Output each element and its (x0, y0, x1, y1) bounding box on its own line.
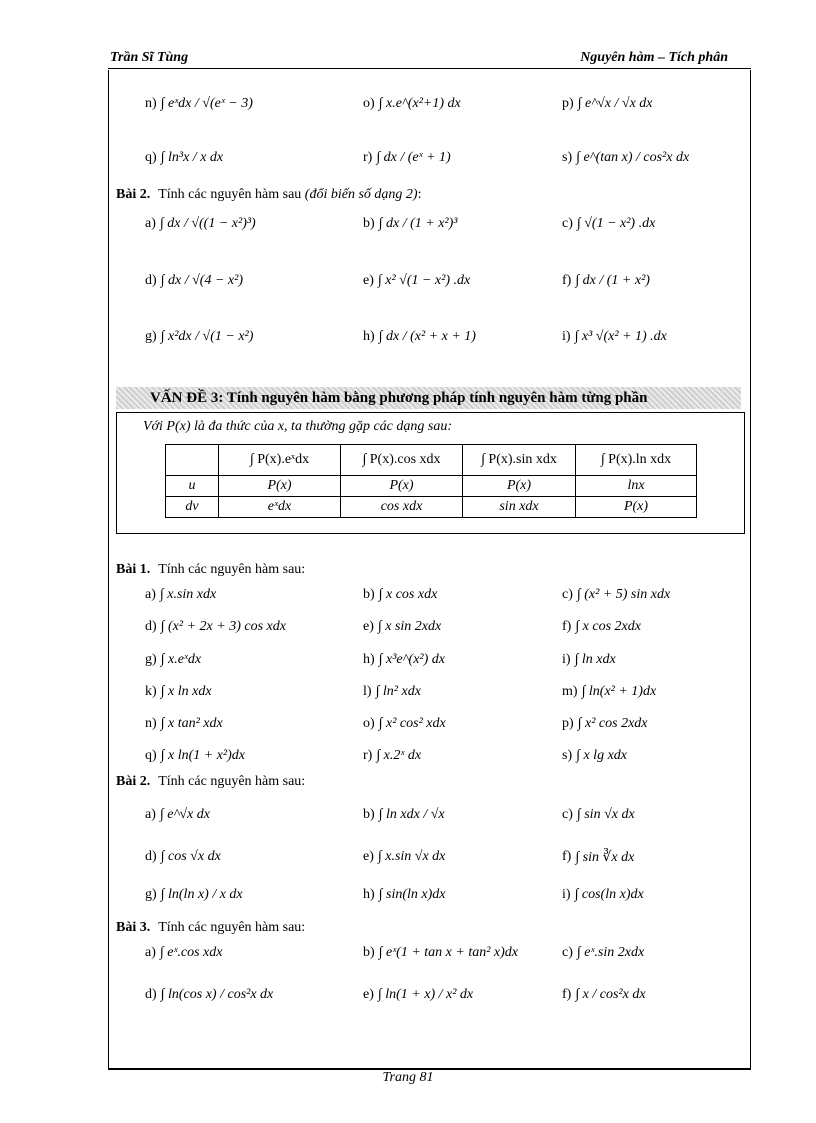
exercise-formula: ∫ e^(tan x) / cos²x dx (576, 150, 690, 165)
exercise-item (363, 880, 446, 910)
parts-table (165, 444, 697, 518)
exercise-formula: ∫ x cos 2xdx (575, 619, 641, 634)
exercise-label: d) (145, 273, 157, 288)
exercise-formula: ∫ cos(ln x)dx (574, 887, 644, 902)
exercise-item (145, 938, 222, 968)
exercise-item (145, 842, 221, 872)
exercise-row (0, 143, 816, 173)
exercise-label: c) (562, 945, 573, 960)
formula-box (116, 412, 745, 534)
exercise-label: a) (145, 807, 156, 822)
exercise-formula: ∫ dx / √(4 − x²) (160, 273, 243, 288)
exercise-label: i) (562, 652, 571, 667)
exercise-formula: ∫ √(1 − x²) .dx (576, 216, 656, 231)
exercise-row (0, 322, 816, 352)
exercise-row (0, 842, 816, 872)
exercise-formula: ∫ dx / (1 + x²) (575, 273, 650, 288)
exercise-title: Bài 2. (116, 187, 151, 202)
exercise-formula: ∫ ln(1 + x) / x² dx (377, 987, 474, 1002)
exercise-item (562, 938, 644, 968)
exercise-title: Bài 2. (116, 774, 151, 789)
exercise-item (562, 322, 667, 352)
bai3-heading: Bài 3. Tính các nguyên hàm sau: (116, 920, 306, 935)
exercise-formula: ∫ eˣdx / √(eˣ − 3) (160, 96, 253, 111)
exercise-row (0, 741, 816, 771)
exercise-item (562, 266, 650, 296)
exercise-item (363, 709, 446, 739)
exercise-formula: ∫ x.sin xdx (159, 587, 217, 602)
exercise-label: r) (363, 150, 373, 165)
table-header-cell (166, 445, 219, 476)
exercise-formula: ∫ x.eˣdx (160, 652, 202, 667)
exercise-row (0, 800, 816, 830)
exercise-label: f) (562, 987, 572, 1002)
exercise-label: p) (562, 96, 574, 111)
exercise-item (562, 143, 689, 173)
exercise-item (363, 980, 473, 1010)
exercise-label: l) (363, 684, 372, 699)
exercise-formula: ∫ ln xdx (574, 652, 616, 667)
exercise-item (363, 842, 445, 872)
exercise-item (562, 842, 634, 872)
exercise-label: g) (145, 329, 157, 344)
exercise-item (363, 741, 421, 771)
exercise-label: n) (145, 96, 157, 111)
bai2-substitution-heading: Bài 2. Tính các nguyên hàm sau (đổi biến số dạng 2): (116, 187, 422, 202)
page-header (110, 50, 728, 68)
table-cell: P(x) (219, 476, 341, 497)
exercise-label: o) (363, 716, 375, 731)
exercise-item (562, 580, 670, 610)
exercise-formula: ∫ x² cos 2xdx (577, 716, 648, 731)
exercise-label: d) (145, 987, 157, 1002)
exercise-label: s) (562, 150, 573, 165)
exercise-label: n) (145, 716, 157, 731)
exercise-formula: ∫ ln(cos x) / cos²x dx (160, 987, 274, 1002)
exercise-label: h) (363, 329, 375, 344)
exercise-label: s) (562, 748, 573, 763)
exercise-item (363, 89, 461, 119)
exercise-item (145, 580, 216, 610)
exercise-formula: ∫ eˣ.sin 2xdx (576, 945, 645, 960)
exercise-label: e) (363, 619, 374, 634)
exercise-title: Bài 3. (116, 920, 151, 935)
exercise-item (562, 980, 646, 1010)
exercise-formula: ∫ x ln(1 + x²)dx (160, 748, 246, 763)
exercise-formula: ∫ x sin 2xdx (377, 619, 442, 634)
exercise-row (0, 980, 816, 1010)
table-cell: dv (166, 497, 219, 518)
exercise-label: b) (363, 807, 375, 822)
table-cell: cos xdx (341, 497, 463, 518)
exercise-formula: ∫ x tan² xdx (160, 716, 223, 731)
exercise-title: Bài 1. (116, 562, 151, 577)
exercise-formula: ∫ dx / (1 + x²)³ (378, 216, 458, 231)
exercise-formula: ∫ eˣ(1 + tan x + tan² x)dx (378, 945, 519, 960)
exercise-label: h) (363, 652, 375, 667)
exercise-formula: ∫ ln(ln x) / x dx (160, 887, 243, 902)
table-cell: P(x) (576, 497, 697, 518)
exercise-item (562, 612, 641, 642)
exercise-label: o) (363, 96, 375, 111)
exercise-formula: ∫ ln(x² + 1)dx (581, 684, 657, 699)
exercise-formula: ∫ eˣ.cos xdx (159, 945, 223, 960)
exercise-formula: ∫ x / cos²x dx (575, 987, 646, 1002)
exercise-formula: ∫ x³e^(x²) dx (378, 652, 445, 667)
exercise-formula: ∫ x ln xdx (160, 684, 212, 699)
exercise-formula: ∫ sin ∛x dx (575, 849, 635, 865)
exercise-label: a) (145, 216, 156, 231)
exercise-item (145, 800, 210, 830)
exercise-item (363, 266, 470, 296)
exercise-label: q) (145, 748, 157, 763)
exercise-item (562, 209, 655, 239)
table-header-cell: ∫ P(x).sin xdx (463, 445, 576, 476)
exercise-label: e) (363, 849, 374, 864)
exercise-item (363, 143, 451, 173)
page-number: Trang 81 (382, 1070, 434, 1085)
exercise-item (363, 580, 437, 610)
exercise-item (145, 266, 243, 296)
table-row (166, 476, 697, 497)
exercise-row (0, 938, 816, 968)
exercise-label: e) (363, 987, 374, 1002)
exercise-formula: ∫ dx / √((1 − x²)³) (159, 216, 256, 231)
exercise-formula: ∫ (x² + 2x + 3) cos xdx (160, 619, 286, 634)
table-cell: P(x) (463, 476, 576, 497)
exercise-formula: ∫ x.2ˣ dx (376, 748, 422, 763)
exercise-label: m) (562, 684, 578, 699)
bai2-heading: Bài 2. Tính các nguyên hàm sau: (116, 774, 306, 789)
section-heading: VẤN ĐỀ 3: Tính nguyên hàm bằng phương pháp tính nguyên hàm từng phần (116, 387, 741, 409)
table-cell: lnx (576, 476, 697, 497)
exercise-row (0, 709, 816, 739)
exercise-label: i) (562, 329, 571, 344)
exercise-row (0, 612, 816, 642)
exercise-label: b) (363, 216, 375, 231)
exercise-row (0, 645, 816, 675)
exercise-label: e) (363, 273, 374, 288)
author-name: Trần Sĩ Tùng (110, 50, 189, 65)
exercise-label: p) (562, 716, 574, 731)
exercise-note: (đổi biến số dạng 2) (304, 187, 418, 202)
exercise-item (363, 322, 476, 352)
exercise-formula: ∫ e^√x / √x dx (577, 96, 653, 111)
exercise-label: d) (145, 849, 157, 864)
table-cell: sin xdx (463, 497, 576, 518)
exercise-item (562, 709, 648, 739)
box-intro: Với P(x) là đa thức của x, ta thường gặp các dạng sau: (143, 419, 452, 434)
exercise-label: f) (562, 273, 572, 288)
exercise-row (0, 89, 816, 119)
exercise-label: d) (145, 619, 157, 634)
exercise-formula: ∫ dx / (eˣ + 1) (376, 150, 451, 165)
exercise-item (145, 677, 212, 707)
exercise-label: c) (562, 807, 573, 822)
exercise-formula: ∫ x lg xdx (576, 748, 627, 763)
bai1-heading: Bài 1. Tính các nguyên hàm sau: (116, 562, 306, 577)
exercise-label: a) (145, 587, 156, 602)
exercise-formula: ∫ sin(ln x)dx (378, 887, 446, 902)
exercise-item (562, 89, 653, 119)
exercise-row (0, 580, 816, 610)
exercise-formula: ∫ x² cos² xdx (378, 716, 446, 731)
exercise-formula: ∫ (x² + 5) sin xdx (576, 587, 671, 602)
exercise-label: f) (562, 849, 572, 864)
exercise-item (562, 741, 627, 771)
table-header-cell: ∫ P(x).ln xdx (576, 445, 697, 476)
exercise-label: k) (145, 684, 157, 699)
exercise-label: g) (145, 652, 157, 667)
exercise-formula: ∫ x²dx / √(1 − x²) (160, 329, 254, 344)
exercise-row (0, 209, 816, 239)
exercise-formula: ∫ sin √x dx (576, 807, 635, 822)
table-header-cell: ∫ P(x).cos xdx (341, 445, 463, 476)
exercise-label: c) (562, 587, 573, 602)
exercise-row (0, 266, 816, 296)
exercise-label: h) (363, 887, 375, 902)
exercise-item (363, 209, 458, 239)
exercise-label: g) (145, 887, 157, 902)
exercise-item (145, 322, 253, 352)
table-row (166, 497, 697, 518)
exercise-item (363, 612, 441, 642)
exercise-item (145, 980, 273, 1010)
exercise-item (145, 709, 223, 739)
exercise-formula: ∫ x cos xdx (378, 587, 438, 602)
exercise-formula: ∫ e^√x dx (159, 807, 210, 822)
exercise-formula: ∫ ln³x / x dx (160, 150, 224, 165)
exercise-formula: ∫ x² √(1 − x²) .dx (377, 273, 471, 288)
exercise-item (363, 938, 518, 968)
exercise-item (562, 880, 644, 910)
exercise-item (145, 143, 223, 173)
exercise-item (363, 677, 421, 707)
exercise-label: a) (145, 945, 156, 960)
exercise-item (562, 800, 635, 830)
exercise-label: q) (145, 150, 157, 165)
exercise-item (145, 209, 256, 239)
exercise-label: f) (562, 619, 572, 634)
exercise-row (0, 677, 816, 707)
exercise-formula: ∫ x.e^(x²+1) dx (378, 96, 461, 111)
chapter-title: Nguyên hàm – Tích phân (580, 50, 728, 65)
exercise-label: b) (363, 945, 375, 960)
exercise-label: b) (363, 587, 375, 602)
exercise-label: c) (562, 216, 573, 231)
exercise-item (363, 800, 445, 830)
exercise-item (562, 677, 656, 707)
exercise-item (363, 645, 445, 675)
exercise-formula: ∫ dx / (x² + x + 1) (378, 329, 476, 344)
exercise-item (145, 645, 201, 675)
exercise-label: r) (363, 748, 373, 763)
exercise-label: i) (562, 887, 571, 902)
exercise-item (562, 645, 616, 675)
exercise-formula: ∫ cos √x dx (160, 849, 221, 864)
exercise-formula: ∫ ln xdx / √x (378, 807, 445, 822)
exercise-row (0, 880, 816, 910)
exercise-formula: ∫ x³ √(x² + 1) .dx (574, 329, 667, 344)
exercise-item (145, 89, 253, 119)
exercise-item (145, 612, 286, 642)
table-cell: u (166, 476, 219, 497)
table-cell: eˣdx (219, 497, 341, 518)
exercise-item (145, 741, 245, 771)
exercise-formula: ∫ ln² xdx (375, 684, 421, 699)
exercise-formula: ∫ x.sin √x dx (377, 849, 446, 864)
table-cell: P(x) (341, 476, 463, 497)
table-header-row (166, 445, 697, 476)
header-divider (108, 68, 751, 69)
table-header-cell: ∫ P(x).eˣdx (219, 445, 341, 476)
exercise-item (145, 880, 243, 910)
